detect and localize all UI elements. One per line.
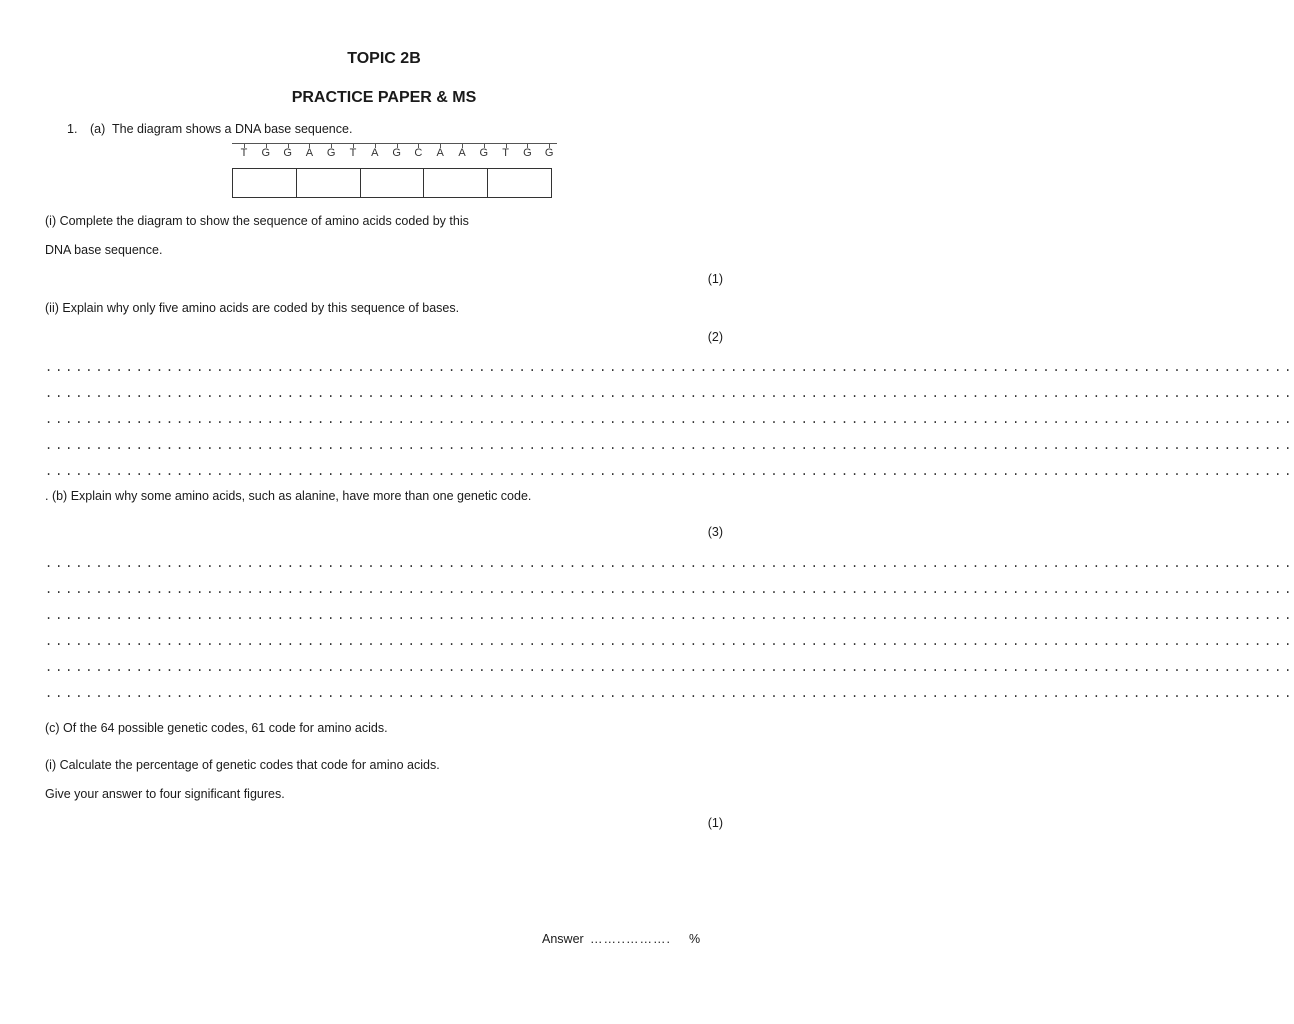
answer-line[interactable]: ............................................................................................................................ [45, 464, 1294, 478]
dna-base: G [479, 147, 489, 159]
question-c-i-line2: Give your answer to four significant figures. [45, 787, 285, 801]
dna-base: T [349, 147, 357, 159]
marks-c-i: (1) [707, 816, 723, 830]
marks-b: (3) [707, 525, 723, 539]
answer-line[interactable]: ............................................................................................................................ [45, 412, 1294, 426]
answer-line[interactable]: ............................................................................................................................ [45, 634, 1294, 648]
answer-line[interactable]: ............................................................................................................................ [45, 360, 1294, 374]
amino-acid-box[interactable] [297, 169, 361, 197]
answer-field[interactable]: ……..………. [590, 932, 671, 946]
question-a-i-line1: (i) Complete the diagram to show the sequence of amino acids coded by this [45, 214, 469, 228]
dna-base: G [392, 147, 401, 159]
dna-base: G [523, 147, 532, 159]
amino-acid-box[interactable] [361, 169, 425, 197]
answer-line[interactable]: ............................................................................................................................ [45, 582, 1294, 596]
question-c: (c) Of the 64 possible genetic codes, 61 code for amino acids. [45, 721, 388, 735]
answer-line[interactable]: ............................................................................................................................ [45, 686, 1294, 700]
answer-label: Answer [542, 932, 584, 946]
dna-base: T [502, 147, 509, 159]
page-title: TOPIC 2B [347, 50, 421, 67]
answer-line[interactable]: ............................................................................................................................ [45, 556, 1294, 570]
question-c-i: (i) Calculate the percentage of genetic codes that code for amino acids. [45, 758, 440, 772]
dna-base: A [305, 147, 314, 159]
answer-unit: % [689, 932, 701, 946]
dna-base: G [261, 147, 271, 159]
part-a-label: (a) [90, 122, 106, 136]
amino-acid-box[interactable] [488, 169, 551, 197]
dna-base: A [371, 147, 379, 159]
marks-a-i: (1) [707, 272, 723, 286]
dna-bases [232, 147, 557, 161]
question-a-i-line2: DNA base sequence. [45, 243, 163, 257]
part-a-text: The diagram shows a DNA base sequence. [112, 122, 353, 136]
answer-line[interactable]: ............................................................................................................................ [45, 386, 1294, 400]
dna-base: G [326, 147, 336, 159]
dna-base: C [414, 147, 423, 159]
amino-acid-box[interactable] [424, 169, 488, 197]
dna-base: A [458, 147, 466, 159]
answer-line[interactable]: ............................................................................................................................ [45, 660, 1294, 674]
question-a-ii: (ii) Explain why only five amino acids are coded by this sequence of bases. [45, 301, 460, 315]
question-b: . (b) Explain why some amino acids, such as alanine, have more than one genetic code. [45, 489, 532, 503]
answer-line[interactable]: ............................................................................................................................ [45, 608, 1294, 622]
amino-acid-box[interactable] [233, 169, 297, 197]
page-subtitle: PRACTICE PAPER & MS [291, 89, 477, 106]
dna-base: T [240, 147, 248, 159]
dna-base: G [544, 147, 554, 159]
dna-base: G [283, 147, 292, 159]
marks-a-ii: (2) [707, 330, 723, 344]
amino-acid-boxes [232, 168, 552, 198]
question-number: 1. [67, 122, 78, 136]
answer-line[interactable]: ............................................................................................................................ [45, 438, 1294, 452]
dna-base: A [436, 147, 444, 159]
dna-sequence-diagram [232, 140, 557, 200]
